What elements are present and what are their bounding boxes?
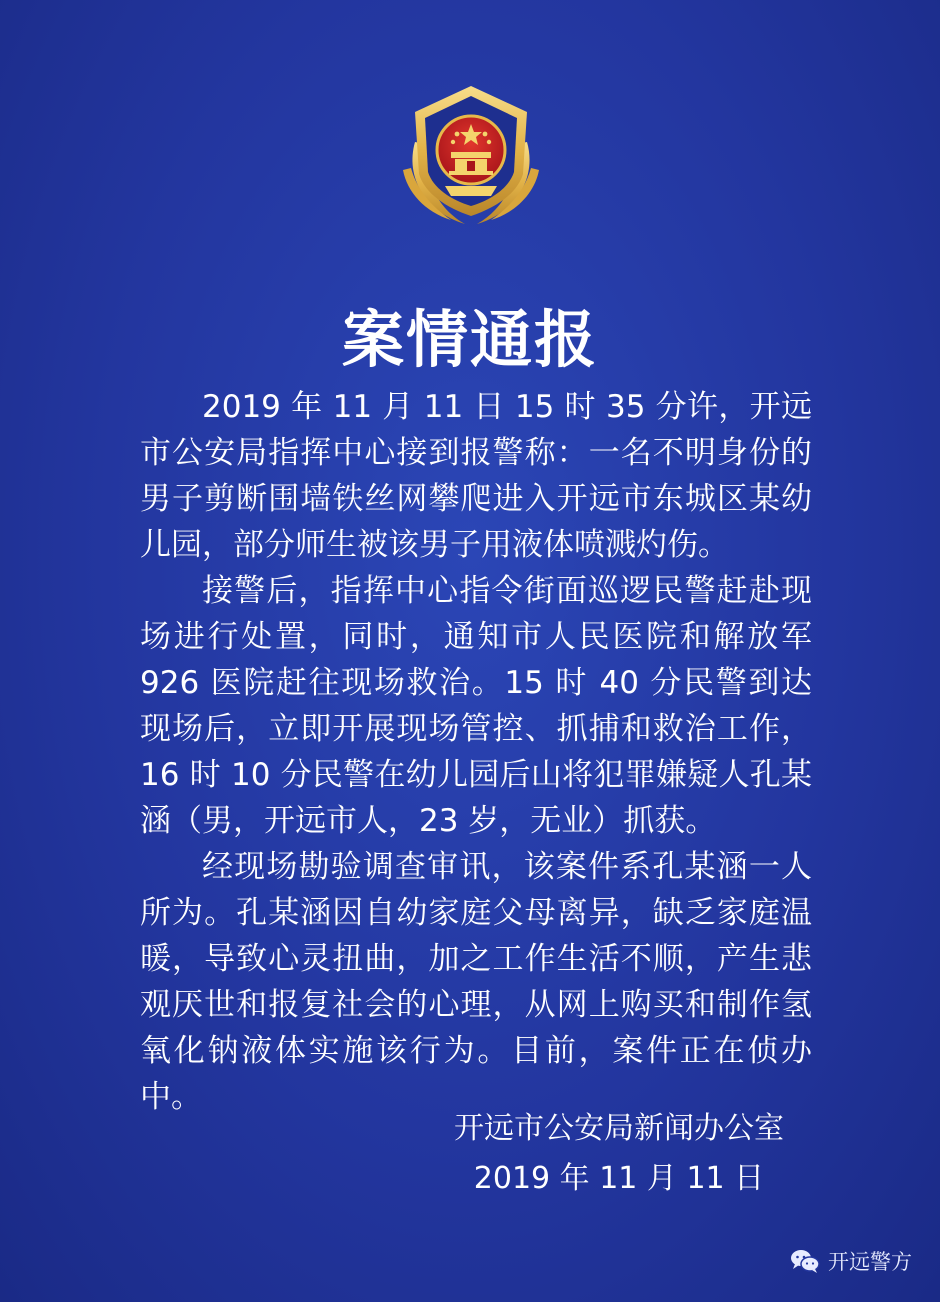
- notice-paragraph: 经现场勘验调查审讯，该案件系孔某涵一人所为。孔某涵因自幼家庭父母离异，缺乏家庭温暖，导致心灵扭曲，加之工作生活不顺，产生悲观厌世和报复社会的心理，从网上购买和制作氢氧化钠液体实施该行为。目前，案件正在侦办中。: [140, 849, 812, 1115]
- wechat-watermark: [790, 1246, 912, 1276]
- wechat-icon: [790, 1248, 820, 1274]
- notice-paragraph: 接警后，指挥中心指令街面巡逻民警赶赴现场进行处置，同时，通知市人民医院和解放军 926 医院赶往现场救治。15 时 40 分民警到达现场后，立即开展现场管控、抓捕和救治工作，16 时 10 分民警在幼儿园后山将犯罪嫌疑人孔某涵（男，开远市人，23 岁，无业）抓获。: [140, 573, 812, 839]
- notice-title: 案情通报: [341, 303, 598, 376]
- notice-paragraph: 2019 年 11 月 11 日 15 时 35 分许，开远市公安局指挥中心接到报警称：一名不明身份的男子剪断围墙铁丝网攀爬进入开远市东城区某幼儿园，部分师生被该男子用液体喷溅灼伤。: [140, 389, 812, 563]
- issue-date: 2019 年 11 月 11 日: [473, 1161, 765, 1196]
- wechat-account-name: 开远警方: [828, 1250, 912, 1274]
- police-emblem-icon: [395, 82, 547, 232]
- notice-body: [140, 384, 812, 1120]
- notice-signature: [454, 1104, 784, 1204]
- issuer-name: 开远市公安局新闻办公室: [454, 1111, 784, 1146]
